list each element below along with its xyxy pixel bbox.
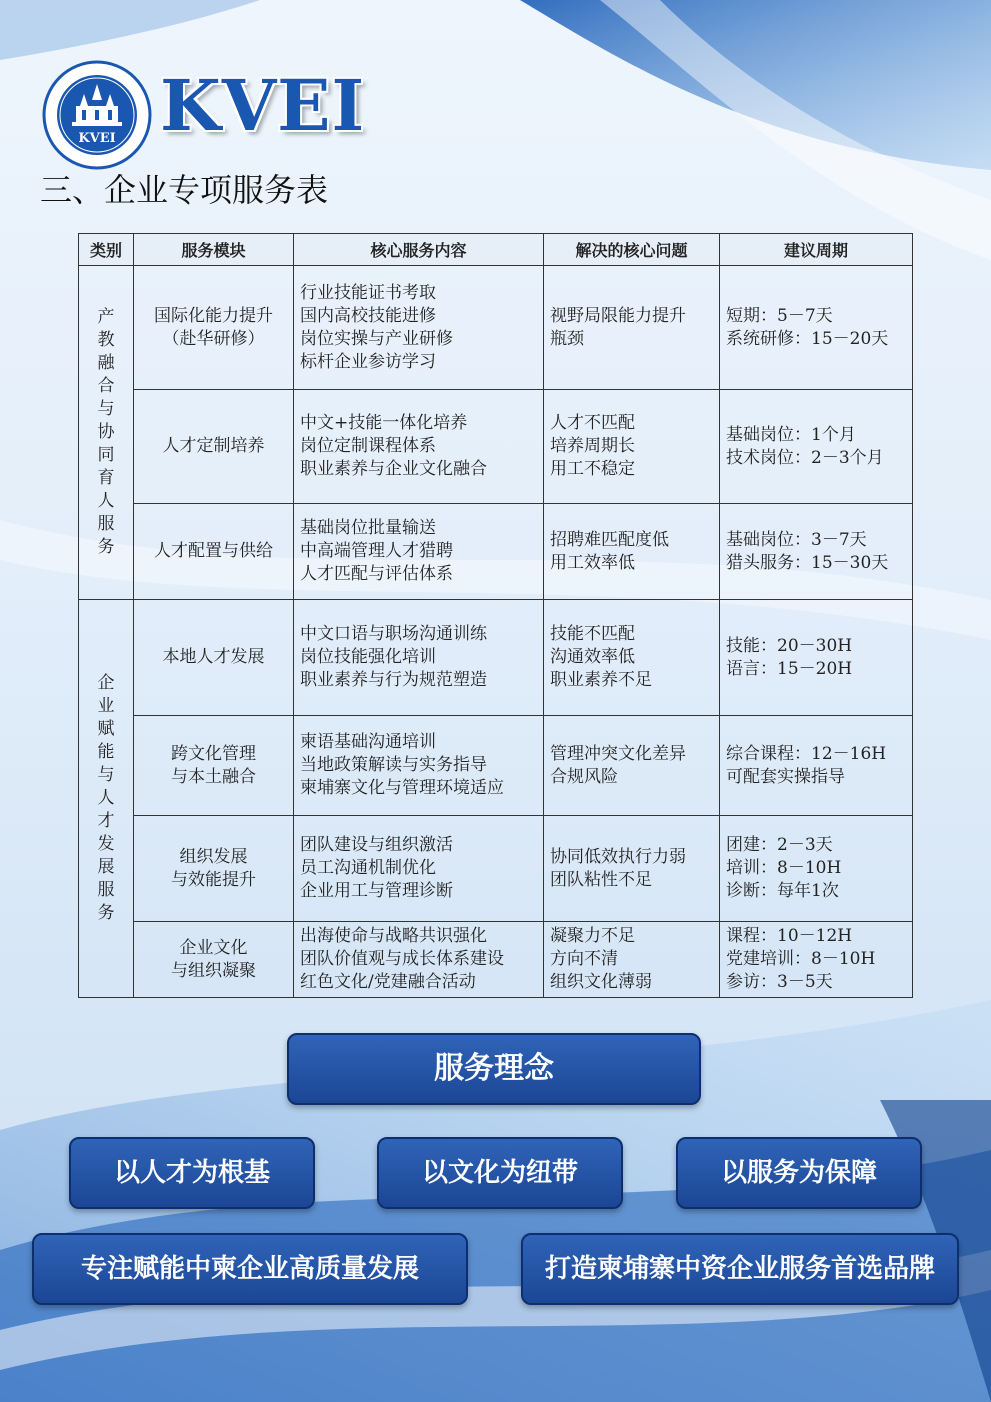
- content-cell: [294, 816, 544, 922]
- header-content: 核心服务内容: [294, 234, 544, 266]
- problem-cell-line: 合规风险: [550, 766, 618, 787]
- module-cell-line: 与组织凝聚: [171, 960, 256, 981]
- period-cell: [720, 600, 913, 716]
- category-cell-line: 与: [97, 765, 115, 785]
- problem-cell-line: 视野局限能力提升: [550, 305, 686, 326]
- category-cell-line: 企: [97, 673, 115, 693]
- module-cell-line: 跨文化管理: [171, 743, 256, 764]
- content-cell-line: 标杆企业参访学习: [300, 351, 436, 372]
- table-row: [79, 716, 913, 816]
- content-cell-line: 中文口语与职场沟通训练: [300, 624, 487, 644]
- category-cell-line: 育: [97, 468, 115, 488]
- problem-cell-line: 瓶颈: [550, 328, 584, 349]
- period-cell: [720, 266, 913, 390]
- period-cell-line: 培训：8－10H: [726, 858, 842, 878]
- category-cell-line: 业: [97, 696, 115, 716]
- content-cell-line: 国内高校技能进修: [300, 305, 436, 326]
- content-cell-line: 柬语基础沟通培训: [300, 732, 436, 752]
- goal-brand: [521, 1233, 959, 1305]
- problem-cell-line: 招聘难匹配度低: [550, 529, 669, 550]
- category-cell-line: 教: [97, 330, 115, 350]
- category-cell-line: 产: [97, 307, 115, 327]
- header-category: 类别: [79, 234, 134, 266]
- period-cell-line: 党建培训：8－10H: [726, 949, 876, 969]
- module-cell-line: （赴华研修）: [162, 328, 265, 349]
- category-cell-line: 人: [97, 788, 115, 808]
- goal-brand-text: 打造柬埔寨中资企业服务首选品牌: [544, 1254, 935, 1284]
- category-cell-line: 与: [97, 399, 115, 419]
- problem-cell-line: 协同低效执行力弱: [550, 846, 686, 867]
- problem-cell-line: 职业素养不足: [550, 670, 652, 690]
- content-cell: [294, 600, 544, 716]
- category-cell-line: 务: [97, 537, 115, 557]
- kvei-seal-logo: [42, 60, 152, 170]
- content-cell-line: 岗位定制课程体系: [300, 436, 436, 456]
- module-cell: [134, 600, 294, 716]
- category-cell-line: 融: [97, 353, 115, 373]
- problem-cell-line: 技能不匹配: [550, 624, 635, 644]
- module-cell-line: 人才配置与供给: [154, 541, 273, 561]
- problem-cell-line: 培养周期长: [550, 436, 635, 456]
- brand-name: KVEI: [160, 64, 366, 147]
- pillar-talent-text: 以人才为根基: [113, 1158, 270, 1188]
- category-cell-line: 人: [97, 491, 115, 511]
- problem-cell-line: 用工效率低: [550, 552, 635, 573]
- table-row: [79, 600, 913, 716]
- module-cell: [134, 922, 294, 998]
- pillar-culture-text: 以文化为纽带: [421, 1158, 578, 1188]
- period-cell: [720, 816, 913, 922]
- content-cell-line: 企业用工与管理诊断: [300, 881, 453, 901]
- period-cell-line: 团建：2－3天: [726, 835, 833, 855]
- module-cell-line: 本地人才发展: [162, 647, 265, 667]
- module-cell-line: 与效能提升: [171, 869, 256, 890]
- category-cell: [79, 266, 134, 600]
- period-cell-line: 技术岗位：2－3个月: [726, 447, 884, 468]
- problem-cell: [544, 266, 720, 390]
- pillar-culture: [377, 1137, 623, 1209]
- module-cell: [134, 504, 294, 600]
- table-row: [79, 390, 913, 504]
- module-cell: [134, 390, 294, 504]
- problem-cell: [544, 600, 720, 716]
- period-cell-line: 可配套实操指导: [726, 766, 845, 787]
- category-cell-line: 展: [97, 857, 115, 877]
- category-cell-line: 赋: [97, 719, 115, 739]
- content-cell-line: 团队价值观与成长体系建设: [300, 949, 504, 969]
- period-cell: [720, 922, 913, 998]
- problem-cell: [544, 390, 720, 504]
- period-cell-line: 综合课程：12－16H: [726, 743, 887, 764]
- table-row: [79, 816, 913, 922]
- module-cell-line: 企业文化: [179, 937, 248, 958]
- category-cell-line: 发: [97, 834, 115, 854]
- problem-cell-line: 方向不清: [550, 949, 618, 969]
- content-cell-line: 行业技能证书考取: [300, 282, 436, 303]
- content-cell-line: 中高端管理人才猎聘: [300, 541, 453, 561]
- category-cell-line: 合: [97, 376, 115, 396]
- category-cell-line: 才: [97, 811, 115, 831]
- module-cell-line: 国际化能力提升: [154, 305, 273, 326]
- category-cell-line: 同: [97, 445, 115, 465]
- table-row: [79, 266, 913, 390]
- problem-cell: [544, 816, 720, 922]
- content-cell-line: 团队建设与组织激活: [300, 835, 453, 855]
- period-cell-line: 基础岗位：3－7天: [726, 529, 867, 550]
- problem-cell-line: 沟通效率低: [550, 647, 635, 667]
- category-cell: [79, 600, 134, 998]
- content-cell-line: 人才匹配与评估体系: [300, 564, 453, 584]
- period-cell-line: 技能：20－30H: [726, 635, 853, 656]
- pillar-service: [676, 1137, 922, 1209]
- content-cell-line: 岗位实操与产业研修: [300, 328, 453, 349]
- content-cell: [294, 922, 544, 998]
- content-cell-line: 员工沟通机制优化: [300, 858, 436, 878]
- period-cell-line: 语言：15－20H: [726, 658, 853, 679]
- category-cell-line: 服: [97, 880, 115, 900]
- module-cell-line: 人才定制培养: [162, 436, 265, 456]
- module-cell: [134, 266, 294, 390]
- content-cell-line: 柬埔寨文化与管理环境适应: [300, 778, 504, 798]
- content-cell-line: 中文+技能一体化培养: [300, 413, 468, 433]
- category-cell-line: 务: [97, 903, 115, 923]
- philosophy-title: [287, 1033, 701, 1105]
- section-title: 三、企业专项服务表: [40, 171, 329, 209]
- table-header-row: [79, 234, 913, 266]
- header-problem: 解决的核心问题: [544, 234, 720, 266]
- header-module: 服务模块: [134, 234, 294, 266]
- category-cell-line: 能: [97, 742, 115, 762]
- content-cell: [294, 716, 544, 816]
- module-cell: [134, 816, 294, 922]
- content-cell-line: 出海使命与战略共识强化: [300, 926, 487, 946]
- problem-cell-line: 凝聚力不足: [550, 926, 635, 946]
- category-cell-line: 协: [97, 422, 115, 442]
- period-cell-line: 系统研修：15－20天: [726, 328, 889, 349]
- problem-cell-line: 用工不稳定: [550, 459, 635, 479]
- period-cell: [720, 504, 913, 600]
- category-cell-line: 服: [97, 514, 115, 534]
- table-row: [79, 504, 913, 600]
- period-cell-line: 参访：3－5天: [726, 972, 833, 992]
- period-cell-line: 基础岗位：1个月: [726, 424, 856, 445]
- philosophy-title-text: 服务理念: [434, 1051, 554, 1086]
- seal-text: KVEI: [78, 131, 116, 146]
- table-row: [79, 922, 913, 998]
- content-cell-line: 职业素养与企业文化融合: [300, 459, 487, 479]
- period-cell: [720, 716, 913, 816]
- module-cell: [134, 716, 294, 816]
- period-cell-line: 短期：5－7天: [726, 305, 833, 326]
- problem-cell-line: 人才不匹配: [550, 413, 635, 433]
- content-cell: [294, 390, 544, 504]
- period-cell-line: 猎头服务：15－30天: [726, 552, 889, 573]
- period-cell-line: 诊断：每年1次: [726, 881, 839, 901]
- pillar-talent: [69, 1137, 315, 1209]
- problem-cell: [544, 922, 720, 998]
- pillar-service-text: 以服务为保障: [720, 1158, 877, 1188]
- problem-cell-line: 组织文化薄弱: [550, 972, 652, 992]
- content-cell: [294, 504, 544, 600]
- period-cell-line: 课程：10－12H: [726, 926, 853, 946]
- header-period: 建议周期: [720, 234, 913, 266]
- problem-cell-line: 管理冲突文化差异: [550, 743, 686, 764]
- content-cell-line: 当地政策解读与实务指导: [300, 755, 487, 775]
- content-cell: [294, 266, 544, 390]
- goal-empower: [32, 1233, 468, 1305]
- module-cell-line: 与本土融合: [171, 766, 256, 787]
- module-cell-line: 组织发展: [179, 846, 248, 867]
- problem-cell: [544, 504, 720, 600]
- goal-empower-text: 专注赋能中柬企业高质量发展: [80, 1254, 419, 1284]
- content-cell-line: 职业素养与行为规范塑造: [300, 670, 487, 690]
- period-cell: [720, 390, 913, 504]
- problem-cell-line: 团队粘性不足: [550, 869, 652, 890]
- content-cell-line: 岗位技能强化培训: [300, 647, 436, 667]
- problem-cell: [544, 716, 720, 816]
- content-cell-line: 红色文化/党建融合活动: [300, 972, 476, 992]
- service-table: [78, 233, 913, 998]
- content-cell-line: 基础岗位批量输送: [300, 518, 436, 538]
